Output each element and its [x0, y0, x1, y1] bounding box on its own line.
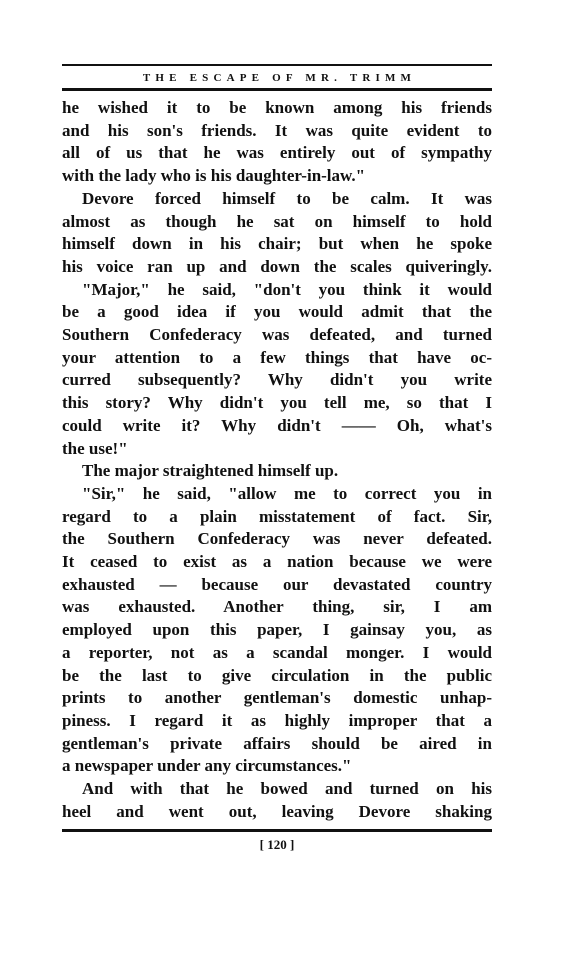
- text-line: exhausted — because our devastated country: [62, 574, 492, 594]
- paragraph: [62, 97, 492, 188]
- text-line: with the lady who is his daughter-in-law.": [62, 166, 366, 186]
- text-line: a reporter, not as a scandal monger. I would: [62, 642, 492, 662]
- text-line: all of us that he was entirely out of sympathy: [62, 143, 492, 163]
- text-line: almost as though he sat on himself to hold: [62, 211, 492, 231]
- top-rule: [62, 64, 492, 66]
- text-line: and his son's friends. It was quite evident to: [62, 120, 492, 140]
- running-head: THE ESCAPE OF MR. TRIMM: [142, 72, 417, 84]
- text-line: be the last to give circulation in the public: [62, 665, 492, 685]
- body-text: [62, 97, 492, 824]
- text-line: It ceased to exist as a nation because we were: [62, 552, 492, 572]
- text-line: Devore forced himself to be calm. It was: [82, 188, 492, 208]
- paragraph: [62, 460, 492, 483]
- text-line: could write it? Why didn't —— Oh, what's: [62, 415, 492, 435]
- text-line: "Major," he said, "don't you think it would: [82, 279, 492, 299]
- text-line: And with that he bowed and turned on his: [82, 779, 492, 799]
- text-line: a newspaper under any circumstances.": [62, 756, 352, 776]
- footer-rule: [62, 829, 492, 832]
- text-line: his voice ran up and down the scales quiveringly.: [62, 256, 492, 276]
- text-line: the Southern Confederacy was never defeated.: [62, 529, 492, 549]
- page-number: [ 120 ]: [259, 836, 295, 852]
- text-line: be a good idea if you would admit that the: [62, 302, 492, 322]
- text-line: employed upon this paper, I gainsay you, as: [62, 620, 492, 640]
- text-line: heel and went out, leaving Devore shaking: [62, 801, 492, 821]
- text-line: he wished it to be known among his friends: [62, 98, 492, 117]
- text-line: prints to another gentleman's domestic unhap-: [62, 688, 492, 708]
- text-line: this story? Why didn't you tell me, so that I: [62, 393, 492, 413]
- text-line: was exhausted. Another thing, sir, I am: [62, 597, 492, 617]
- paragraph: [62, 483, 492, 778]
- text-line: piness. I regard it as highly improper that a: [62, 710, 492, 730]
- text-line: gentleman's private affairs should be aired in: [62, 733, 492, 753]
- text-line: your attention to a few things that have oc-: [62, 347, 492, 367]
- text-line: "Sir," he said, "allow me to correct you in: [82, 483, 492, 503]
- text-line: The major straightened himself up.: [82, 461, 339, 481]
- text-line: Southern Confederacy was defeated, and turned: [62, 325, 492, 345]
- text-line: the use!": [62, 438, 128, 458]
- paragraph: [62, 279, 492, 461]
- header-rule: [62, 88, 492, 91]
- paragraph: [62, 778, 492, 823]
- text-line: himself down in his chair; but when he spoke: [62, 234, 492, 254]
- book-page: [62, 64, 492, 853]
- text-line: regard to a plain misstatement of fact. Sir,: [62, 506, 492, 526]
- text-line: curred subsequently? Why didn't you write: [62, 370, 492, 390]
- paragraph: [62, 188, 492, 279]
